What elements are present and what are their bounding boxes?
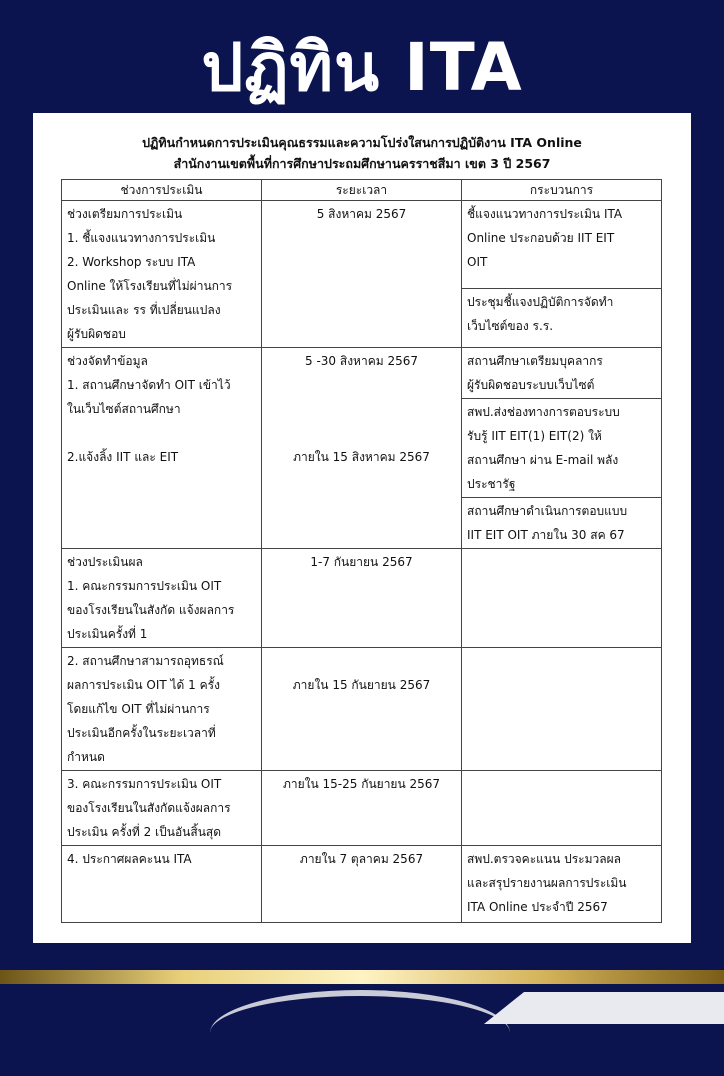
time-cell — [262, 549, 462, 648]
cell-line: 1. สถานศึกษาจัดทำ OIT เข้าไว้ — [67, 378, 231, 392]
phase-cell — [62, 648, 262, 771]
cell-line: Online ให้โรงเรียนที่ไม่ผ่านการ — [67, 279, 233, 293]
cell-line: สถานศึกษาเตรียมบุคลากร — [467, 354, 603, 368]
time-cell — [262, 348, 462, 549]
table-row — [62, 771, 662, 846]
cell-line: ภายใน 15 กันยายน 2567 — [292, 678, 431, 692]
cell-line: ภายใน 7 ตุลาคม 2567 — [299, 852, 424, 866]
cell-line: ช่วงประเมินผล — [67, 555, 143, 569]
phase-cell — [62, 771, 262, 846]
header-process: กระบวนการ — [462, 180, 662, 201]
cell-line: 4. ประกาศผลคะนน ITA — [67, 852, 192, 866]
cell-line: 2. Workshop ระบบ ITA — [67, 255, 196, 269]
document-subtitle: สำนักงานเขตพื้นที่การศึกษาประถมศึกษานครราชสีมา เขต 3 ปี 2567 — [173, 156, 551, 171]
process-cell — [462, 498, 662, 549]
process-cell — [462, 771, 662, 846]
banner-title: ปฏิทิน ITA — [201, 29, 523, 106]
cell-line: สพป.ตรวจคะแนน ประมวลผล — [467, 852, 621, 866]
cell-line: ชี้แจงแนวทางการประเมิน ITA — [467, 207, 623, 221]
cell-line: 1. คณะกรรมการประเมิน OIT — [67, 579, 222, 593]
cell-line: 2.แจ้งลิ้ง IIT และ EIT — [67, 450, 179, 464]
table-row — [62, 648, 662, 771]
cell-line: 1-7 กันยายน 2567 — [310, 555, 413, 569]
schedule-table — [61, 179, 662, 923]
time-cell — [262, 771, 462, 846]
time-cell — [262, 846, 462, 923]
phase-cell — [62, 549, 262, 648]
cell-line: ภายใน 15 สิงหาคม 2567 — [293, 450, 430, 464]
table-row — [62, 201, 662, 289]
cell-line: 1. ชี้แจงแนวทางการประเมิน — [67, 231, 216, 245]
cell-line: ผู้รับผิดชอบระบบเว็บไซต์ — [467, 378, 595, 392]
cell-line: ITA Online ประจำปี 2567 — [467, 900, 608, 914]
cell-line: ช่วงจัดทำข้อมูล — [67, 354, 148, 368]
cell-line: สถานศึกษา ผ่าน E-mail พลัง — [467, 453, 619, 467]
cell-line: ในเว็บไซต์สถานศึกษา — [67, 402, 181, 416]
decorative-corner — [484, 992, 724, 1024]
cell-line: 2. สถานศึกษาสามารถอุทธรณ์ — [67, 654, 224, 668]
process-cell — [462, 201, 662, 289]
decorative-swoosh — [210, 990, 510, 1076]
cell-line: 5 -30 สิงหาคม 2567 — [305, 354, 418, 368]
document-title: ปฏิทินกำหนดการประเมินคุณธรรมและความโปร่งใสนการปฏิบัติงาน ITA Online — [142, 135, 582, 150]
process-cell — [462, 846, 662, 923]
cell-line: สพป.ส่งช่องทางการตอบระบบ — [467, 405, 620, 419]
cell-line: โดยแก้ไข OIT ที่ไม่ผ่านการ — [67, 702, 210, 716]
cell-line: ผลการประเมิน OIT ได้ 1 ครั้ง — [67, 678, 220, 692]
gold-stripe — [0, 970, 724, 984]
cell-line: ประชุมชี้แจงปฏิบัติการจัดทำ — [467, 294, 614, 309]
cell-line: ประเมินและ รร ที่เปลี่ยนแปลง — [67, 303, 221, 317]
header-duration: ระยะเวลา — [262, 180, 462, 201]
cell-line: IIT EIT OIT ภายใน 30 สค 67 — [467, 528, 625, 542]
process-cell — [462, 549, 662, 648]
table-header-row — [62, 180, 662, 201]
table-row — [62, 549, 662, 648]
cell-line: ของโรงเรียนในสังกัดแจ้งผลการ — [67, 801, 231, 815]
cell-line: Online ประกอบด้วย IIT EIT — [467, 231, 615, 245]
process-cell — [462, 648, 662, 771]
process-cell — [462, 399, 662, 498]
phase-cell — [62, 348, 262, 549]
cell-line: OIT — [467, 255, 488, 269]
time-cell — [262, 648, 462, 771]
cell-line: ประเมินครั้งที่ 1 — [67, 627, 148, 641]
process-cell — [462, 288, 662, 348]
cell-line: ของโรงเรียนในสังกัด แจ้งผลการ — [67, 603, 235, 617]
cell-line: รับรู้ IIT EIT(1) EIT(2) ให้ — [467, 429, 602, 443]
cell-line: สถานศึกษาดำเนินการตอบแบบ — [467, 504, 628, 518]
time-cell — [262, 201, 462, 348]
cell-line: ประชารัฐ — [467, 477, 516, 491]
phase-cell — [62, 201, 262, 348]
cell-line: ภายใน 15-25 กันยายน 2567 — [282, 777, 441, 791]
phase-cell — [62, 846, 262, 923]
cell-line: 5 สิงหาคม 2567 — [316, 207, 407, 221]
table-row — [62, 348, 662, 399]
cell-line: กำหนด — [67, 750, 105, 764]
cell-line: ช่วงเตรียมการประเมิน — [67, 207, 183, 221]
cell-line: และสรุปรายงานผลการประเมิน — [467, 876, 627, 890]
process-cell — [462, 348, 662, 399]
cell-line: ผู้รับผิดชอบ — [67, 327, 126, 341]
document-page — [33, 113, 691, 943]
table-row — [62, 846, 662, 923]
cell-line: ประเมินอีกครั้งในระยะเวลาที่ — [67, 726, 216, 740]
cell-line: 3. คณะกรรมการประเมิน OIT — [67, 777, 222, 791]
cell-line: ประเมิน ครั้งที่ 2 เป็นอันสิ้นสุด — [67, 825, 222, 839]
header-phase: ช่วงการประเมิน — [62, 180, 262, 201]
cell-line: เว็บไซต์ของ ร.ร. — [467, 318, 554, 333]
